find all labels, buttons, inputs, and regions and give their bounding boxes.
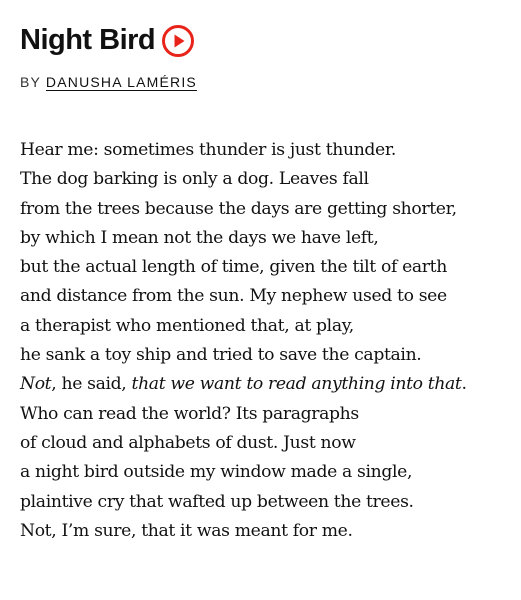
author-link[interactable]: DANUSHA LAMÉRIS xyxy=(45,74,197,90)
poem-line: and distance from the sun. My nephew used to see xyxy=(20,286,447,307)
poem-line: The dog barking is only a dog. Leaves fall xyxy=(20,169,369,190)
poem-line: of cloud and alphabets of dust. Just now xyxy=(20,432,356,453)
play-circle-icon xyxy=(161,24,195,58)
poem-line-mixed xyxy=(20,370,515,399)
byline-prefix: BY xyxy=(20,74,46,90)
play-audio-button[interactable] xyxy=(161,24,195,58)
poem-body xyxy=(20,136,515,546)
poem-line: Who can read the world? Its paragraphs xyxy=(20,403,359,424)
poem-title: Night Bird xyxy=(20,24,156,56)
poem-line: he sank a toy ship and tried to save the captain. xyxy=(20,345,422,366)
italic-text: Not xyxy=(20,374,52,395)
poem-line: plaintive cry that wafted up between the trees. xyxy=(20,491,414,512)
plain-text: . xyxy=(461,374,467,395)
italic-text: that we want to read anything into that xyxy=(131,374,462,395)
poem-line: but the actual length of time, given the tilt of earth xyxy=(20,257,447,278)
byline xyxy=(20,72,515,92)
poem-line: by which I mean not the days we have left, xyxy=(20,227,379,248)
poem-line: a therapist who mentioned that, at play, xyxy=(20,315,354,336)
title-row xyxy=(20,20,515,60)
poem-line: Not, I’m sure, that it was meant for me. xyxy=(20,520,353,541)
poem-line: a night bird outside my window made a single, xyxy=(20,462,413,483)
poem-line: from the trees because the days are getting shorter, xyxy=(20,198,457,219)
plain-text: , he said, xyxy=(51,374,132,395)
poem-line: Hear me: sometimes thunder is just thunder. xyxy=(20,140,396,160)
poem-page xyxy=(20,20,515,546)
